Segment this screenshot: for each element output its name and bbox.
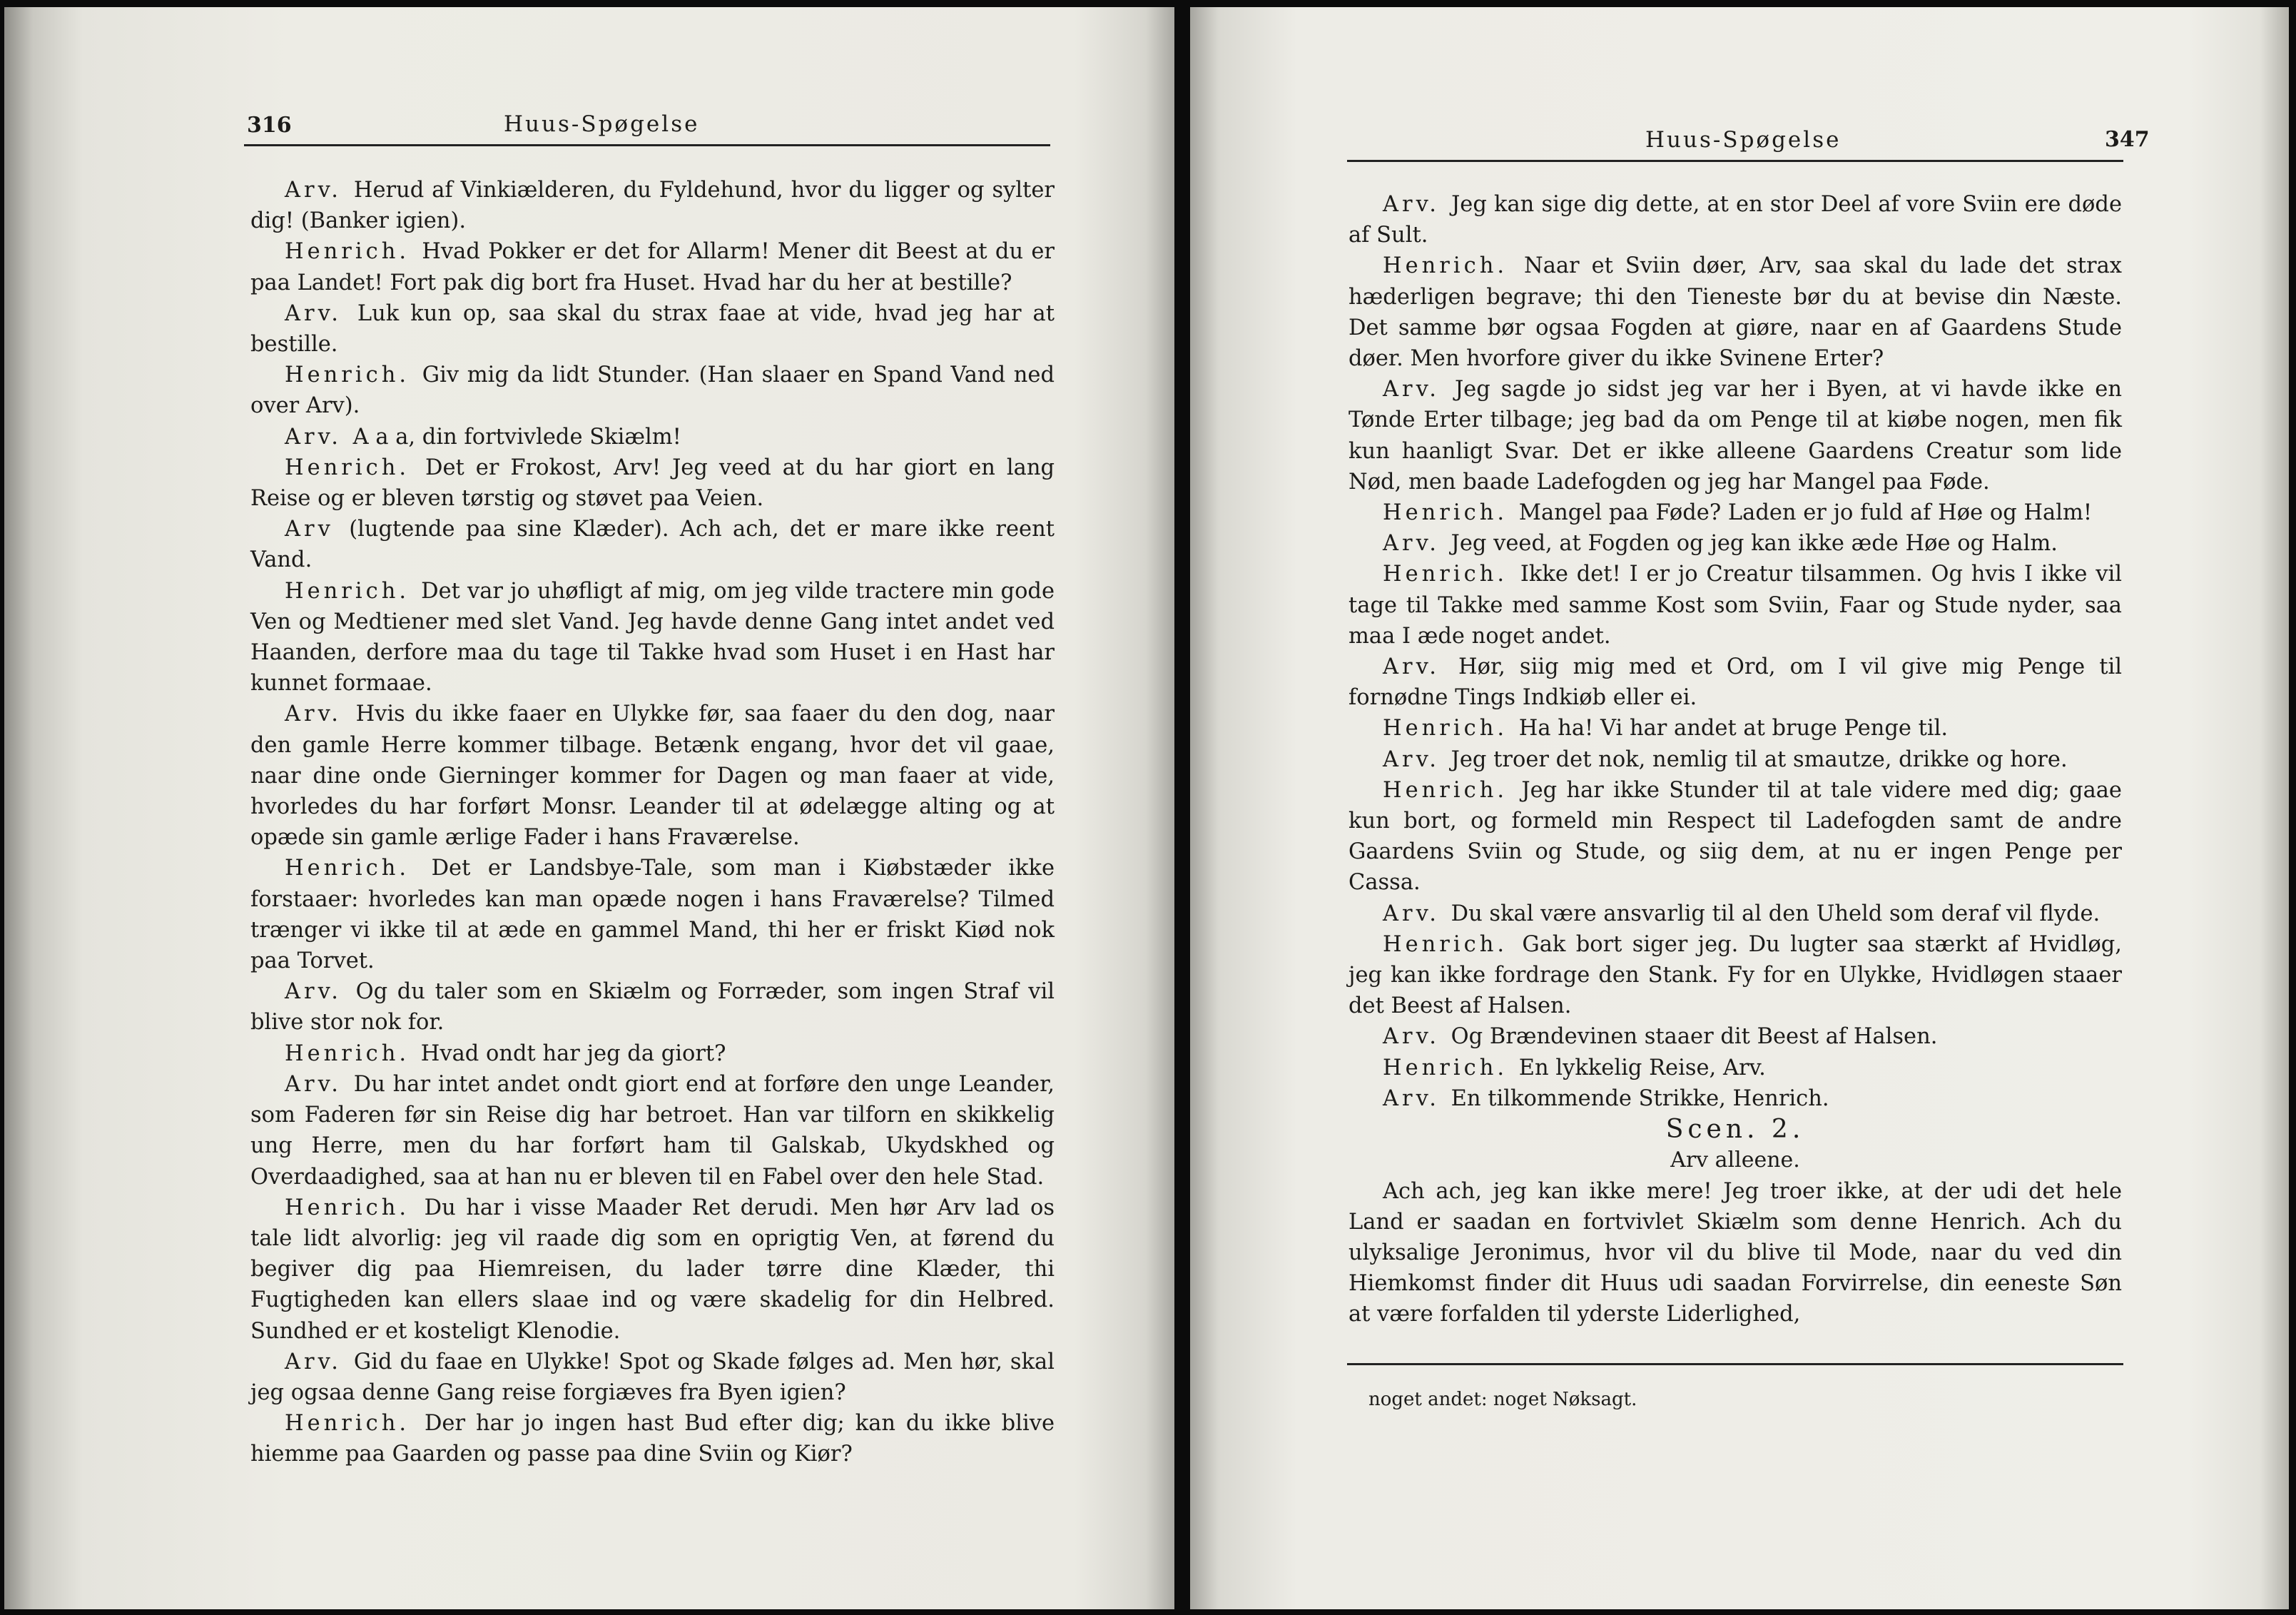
dialogue-paragraph [1348, 713, 2122, 744]
speaker-name: Henrich. [285, 1041, 410, 1066]
dialogue-paragraph [1348, 1053, 2122, 1083]
scene-paragraph: Ach ach, jeg kan ikke mere! Jeg troer ikke, at der udi det hele Land er saadan en fortvivlet Skiælm som denne Henrich. Ach du ulyksalige Jeronimus, hvor vil du blive til Mode, naar du ved din Hiemkomst finder dit Huus udi saadan Forvirrelse, din eeneste Søn at være forfalden til yderste Liderlighed, [1348, 1178, 2122, 1327]
dialogue-paragraph [250, 699, 1055, 853]
dialogue-paragraph [1348, 189, 2122, 250]
dialogue-paragraph [1348, 250, 2122, 374]
speaker-name: Henrich. [1383, 500, 1508, 526]
speaker-name: Arv. [285, 300, 342, 326]
dialogue-text: Jeg veed, at Fogden og jeg kan ikke æde Høe og Halm. [1451, 531, 2058, 557]
dialogue-text: Det var jo uhøfligt af mig, om jeg vilde tractere min gode Ven og Medtiener med slet Vand. Jeg havde denne Gang intet andet ved Haanden, derfore maa du tage til Takke hvad som Huset i en Hast har kunnet formaae. [250, 578, 1055, 697]
speaker-name: Arv. [285, 178, 342, 203]
dialogue-text: (lugtende paa sine Klæder). Ach ach, det er mare ikke reent Vand. [250, 517, 1055, 573]
footnote: noget andet: noget Nøksagt. [1368, 1389, 1637, 1410]
dialogue-text: Og Brændevinen staaer dit Beest af Halsen. [1451, 1024, 1938, 1050]
dialogue-paragraph [1348, 497, 2122, 528]
dialogue-text: A a a, din fortvivlede Skiælm! [352, 424, 681, 450]
dialogue-paragraph [1348, 1083, 2122, 1114]
page-number: 316 [247, 113, 292, 138]
right-body-text [1348, 189, 2122, 1330]
dialogue-paragraph [1348, 929, 2122, 1022]
right-page [1190, 7, 2289, 1609]
dialogue-text: Hvis du ikke faaer en Ulykke før, saa faaer du den dog, naar den gamle Herre kommer tilbage. Betænk engang, hvor det vil gaae, naar dine onde Gierninger kommer for Dagen og man faaer at vide, hvorledes du har forført Monsr. Leander til at ødelægge alting og at opæde sin gamle ærlige Fader i hans Fraværelse. [250, 702, 1055, 851]
speaker-name: Henrich. [285, 239, 410, 265]
speaker-name: Arv. [285, 1349, 342, 1374]
speaker-name: Henrich. [285, 363, 410, 388]
dialogue-text: Du har i visse Maader Ret derudi. Men hør Arv lad os tale lidt alvorlig: jeg vil raade dig som en oprigtig Ven, at førend du begiver dig paa Hiemreisen, du lader tørre dine Klæder, thi Fugtigheden kan ellers slaae ind og være skadelig for din Helbred. Sundhed er et kosteligt Klenodie. [250, 1195, 1055, 1344]
speaker-name: Arv. [285, 702, 342, 727]
speaker-name: Henrich. [285, 1411, 410, 1437]
dialogue-text: Luk kun op, saa skal du strax faae at vide, hvad jeg har at bestille. [250, 300, 1055, 358]
dialogue-text: Hvad Pokker er det for Allarm! Mener dit Beest at du er paa Landet! Fort pak dig bort fra Huset. Hvad har du her at bestille? [250, 239, 1055, 295]
dialogue-paragraph [1348, 374, 2122, 497]
dialogue-text: Gid du faae en Ulykke! Spot og Skade følges ad. Men hør, skal jeg ogsaa denne Gang reise forgiæves fra Byen igien? [250, 1349, 1055, 1405]
dialogue-paragraph [250, 360, 1055, 421]
dialogue-text: Naar et Sviin døer, Arv, saa skal du lade det strax hæderligen begrave; thi den Tieneste bør du at bevise din Næste. Det samme bør ogsaa Fogden at giøre, naar en af Gaardens Stude døer. Men hvorfore giver du ikke Svinene Erter? [1348, 253, 2122, 372]
dialogue-paragraph [250, 1069, 1055, 1193]
speaker-name: Arv. [1383, 901, 1440, 926]
dialogue-text: Der har jo ingen hast Bud efter dig; kan du ikke blive hiemme paa Gaarden og passe paa dine Sviin og Kiør? [250, 1411, 1055, 1467]
dialogue-text: Giv mig da lidt Stunder. (Han slaaer en Spand Vand ned over Arv). [250, 363, 1055, 419]
speaker-name: Arv. [1383, 1085, 1440, 1111]
running-head: Huus-Spøgelse [1645, 127, 1842, 153]
dialogue-paragraph [250, 976, 1055, 1038]
speaker-name: Arv [285, 517, 334, 542]
dialogue-text: Det er Landsbye-Tale, som man i Kiøbstæder ikke forstaaer: hvorledes kan man opæde nogen i hans Fraværelse? Tilmed trænger vi ikke til at æde en gammel Mand, thi her er friskt Kiød nok paa Torvet. [250, 856, 1055, 974]
dialogue-paragraph [1348, 898, 2122, 929]
dialogue-paragraph [250, 1193, 1055, 1347]
speaker-name: Arv. [1383, 1024, 1440, 1050]
speaker-name: Arv. [285, 979, 342, 1005]
page-number: 347 [2105, 127, 2150, 152]
dialogue-paragraph [250, 298, 1055, 360]
dialogue-text: Ikke det! I er jo Creatur tilsammen. Og hvis I ikke vil tage til Takke med samme Kost som Sviin, Faar og Stude nyder, saa maa I æde noget andet. [1348, 562, 2122, 649]
left-page [4, 7, 1174, 1609]
dialogue-text: Ha ha! Vi har andet at bruge Penge til. [1518, 716, 1949, 741]
speaker-name: Arv. [285, 424, 342, 450]
dialogue-text: Hvad ondt har jeg da giort? [420, 1041, 726, 1066]
dialogue-paragraph [250, 576, 1055, 699]
speaker-name: Arv. [1383, 531, 1440, 557]
dialogue-text: Du har intet andet ondt giort end at forføre den unge Leander, som Faderen før sin Reise dig har betroet. Han var tilforn en skikkelig ung Herre, men du har forført ham til Galskab, Ukydskhed og Overdaadighed, saa at han nu er bleven til en Fabel over den hele Stad. [250, 1071, 1055, 1190]
speaker-name: Arv. [1383, 654, 1440, 680]
dialogue-text: Hør, siig mig med et Ord, om I vil give mig Penge til fornødne Tings Indkiøb eller ei. [1348, 654, 2123, 711]
dialogue-text: Jeg har ikke Stunder til at tale videre med dig; gaae kun bort, og formeld min Respect til Ladefogden samt de andre Gaardens Sviin og Stude, og siig dem, at nu er ingen Penge per Cassa. [1348, 777, 2122, 896]
scene-title: Scen. 2. [1665, 1115, 1805, 1145]
dialogue-paragraph [250, 1408, 1055, 1469]
dialogue-text: Du skal være ansvarlig til al den Uheld som deraf vil flyde. [1451, 901, 2101, 926]
left-body-text [250, 175, 1055, 1470]
speaker-name: Henrich. [1383, 253, 1508, 279]
dialogue-paragraph [250, 452, 1055, 514]
dialogue-paragraph [1348, 652, 2122, 713]
speaker-name: Arv. [1383, 746, 1440, 772]
running-head: Huus-Spøgelse [504, 111, 700, 137]
dialogue-paragraph [250, 1347, 1055, 1408]
dialogue-text: Jeg kan sige dig dette, at en stor Deel af vore Sviin ere døde af Sult. [1348, 192, 2122, 248]
dialogue-text: Jeg sagde jo sidst jeg var her i Byen, at vi havde ikke en Tønde Erter tilbage; jeg bad da om Penge til at kiøbe nogen, men fik kun haanligt Svar. Det er ikke alleene Gaardens Creatur som lide Nød, men baade Ladefogden og jeg har Mangel paa Føde. [1348, 377, 2122, 495]
dialogue-paragraph [1348, 559, 2122, 652]
dialogue-text: En tilkommende Strikke, Henrich. [1451, 1085, 1829, 1111]
speaker-name: Henrich. [1383, 562, 1508, 587]
speaker-name: Henrich. [1383, 931, 1508, 957]
dialogue-paragraph [250, 1038, 1055, 1069]
scene-subtitle: Arv alleene. [1670, 1148, 1800, 1173]
dialogue-text: Det er Frokost, Arv! Jeg veed at du har giort en lang Reise og er bleven tørstig og støvet paa Veien. [250, 455, 1055, 512]
dialogue-paragraph [250, 175, 1055, 236]
footnote-rule [1347, 1363, 2123, 1365]
dialogue-paragraph [1348, 528, 2122, 559]
speaker-name: Henrich. [285, 1195, 410, 1220]
dialogue-text: Gak bort siger jeg. Du lugter saa stærkt af Hvidløg, jeg kan ikke fordrage den Stank. Fy for en Ulykke, Hvidløgen staaer det Beest af Halsen. [1348, 931, 2122, 1019]
dialogue-paragraph [1348, 775, 2122, 898]
dialogue-text: Jeg troer det nok, nemlig til at smautze, drikke og hore. [1451, 746, 2068, 772]
dialogue-text: En lykkelig Reise, Arv. [1518, 1055, 1766, 1080]
dialogue-paragraph [250, 514, 1055, 575]
speaker-name: Henrich. [1383, 716, 1508, 741]
header-rule [1347, 160, 2123, 162]
speaker-name: Arv. [1383, 192, 1440, 217]
dialogue-paragraph [1348, 1021, 2122, 1052]
dialogue-text: Herud af Vinkiælderen, du Fyldehund, hvor du ligger og sylter dig! (Banker igien). [250, 178, 1055, 234]
speaker-name: Henrich. [1383, 777, 1508, 803]
speaker-name: Arv. [285, 1071, 342, 1097]
dialogue-paragraph [250, 422, 1055, 452]
dialogue-text: Mangel paa Føde? Laden er jo fuld af Høe og Halm! [1518, 500, 2093, 526]
header-rule [244, 144, 1050, 146]
speaker-name: Henrich. [285, 578, 410, 604]
speaker-name: Arv. [1383, 377, 1440, 403]
speaker-name: Henrich. [285, 455, 410, 480]
speaker-name: Henrich. [1383, 1055, 1508, 1080]
dialogue-text: Og du taler som en Skiælm og Forræder, som ingen Straf vil blive stor nok for. [250, 979, 1055, 1036]
dialogue-paragraph [250, 236, 1055, 298]
dialogue-paragraph [1348, 744, 2122, 775]
dialogue-paragraph [250, 853, 1055, 976]
speaker-name: Henrich. [285, 856, 410, 881]
